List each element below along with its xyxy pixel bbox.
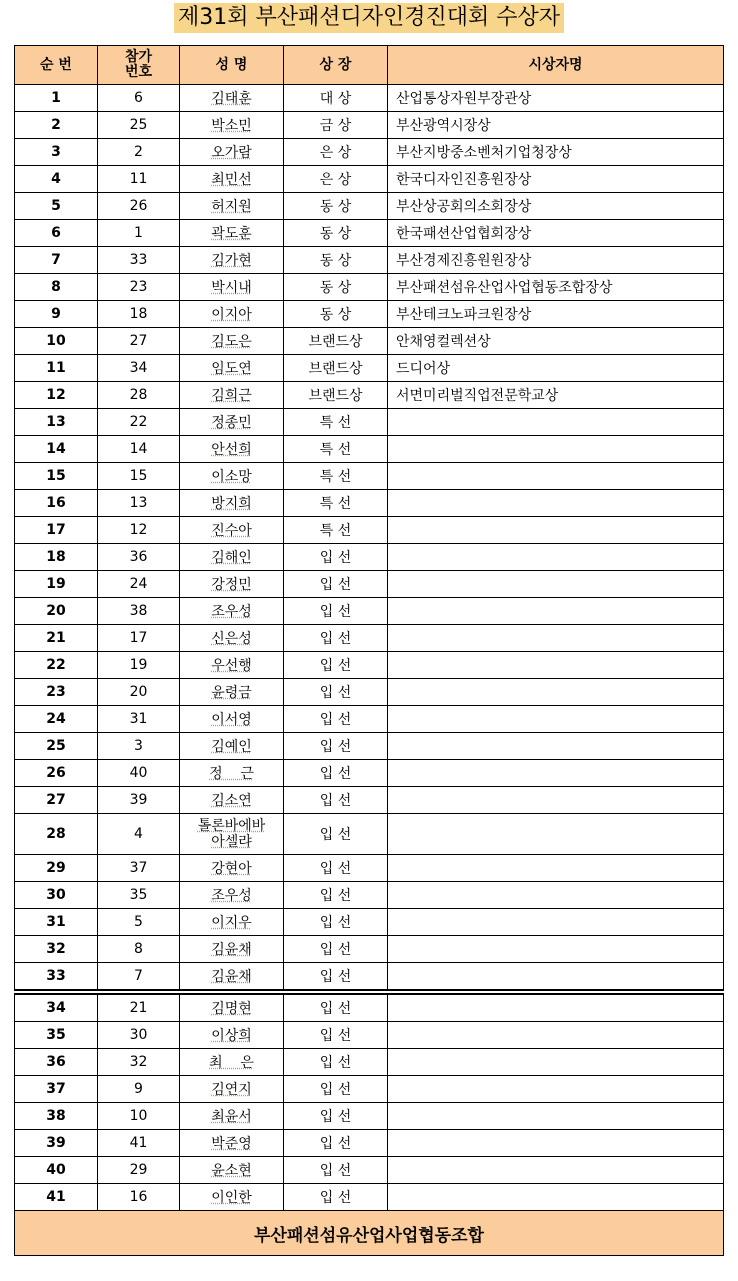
row-name: 김소연: [180, 787, 284, 814]
row-award: 입 선: [284, 1049, 388, 1076]
row-award: 입 선: [284, 598, 388, 625]
table-row: [15, 1076, 724, 1103]
row-no: 13: [15, 409, 98, 436]
table-row: [15, 571, 724, 598]
row-name: 임도연: [180, 355, 284, 382]
row-presenter: [388, 1184, 724, 1211]
row-presenter: [388, 571, 724, 598]
row-entry: 38: [98, 598, 180, 625]
table-row: [15, 544, 724, 571]
row-award: 입 선: [284, 787, 388, 814]
row-name: 박준영: [180, 1130, 284, 1157]
table-row: [15, 328, 724, 355]
table-row: [15, 733, 724, 760]
row-award: 브랜드상: [284, 382, 388, 409]
table-row: [15, 139, 724, 166]
row-award: 입 선: [284, 679, 388, 706]
table-row: [15, 409, 724, 436]
row-entry: 32: [98, 1049, 180, 1076]
row-entry: 14: [98, 436, 180, 463]
row-award: 동 상: [284, 274, 388, 301]
row-name: 김명현: [180, 994, 284, 1022]
row-name: 안선희: [180, 436, 284, 463]
row-presenter: [388, 855, 724, 882]
row-entry: 33: [98, 247, 180, 274]
row-no: 16: [15, 490, 98, 517]
row-entry: 22: [98, 409, 180, 436]
row-presenter: [388, 706, 724, 733]
table-row: [15, 760, 724, 787]
row-presenter: [388, 1049, 724, 1076]
row-award: 입 선: [284, 814, 388, 855]
row-name: 이인한: [180, 1184, 284, 1211]
row-name: 김예인: [180, 733, 284, 760]
row-presenter: [388, 936, 724, 963]
row-presenter: [388, 1157, 724, 1184]
row-no: 39: [15, 1130, 98, 1157]
row-no: 33: [15, 963, 98, 991]
row-no: 6: [15, 220, 98, 247]
row-no: 8: [15, 274, 98, 301]
header-entry-line2: 번호: [124, 64, 153, 80]
row-no: 9: [15, 301, 98, 328]
row-entry: 9: [98, 1076, 180, 1103]
footer-organization: 부산패션섬유산업사업협동조합: [15, 1211, 724, 1256]
row-entry: 5: [98, 909, 180, 936]
row-no: 17: [15, 517, 98, 544]
header-presenter: 시상자명: [388, 46, 724, 85]
row-entry: 26: [98, 193, 180, 220]
row-no: 5: [15, 193, 98, 220]
table-row: [15, 994, 724, 1022]
row-name: 우선행: [180, 652, 284, 679]
row-no: 24: [15, 706, 98, 733]
row-no: 35: [15, 1022, 98, 1049]
row-award: 입 선: [284, 733, 388, 760]
row-no: 10: [15, 328, 98, 355]
row-entry: 20: [98, 679, 180, 706]
row-name: 이서영: [180, 706, 284, 733]
row-entry: 40: [98, 760, 180, 787]
row-presenter: 부산광역시장상: [388, 112, 724, 139]
row-name: 방지희: [180, 490, 284, 517]
row-award: 입 선: [284, 963, 388, 991]
row-entry: 18: [98, 301, 180, 328]
row-name: 이지아: [180, 301, 284, 328]
row-entry: 37: [98, 855, 180, 882]
row-award: 입 선: [284, 1157, 388, 1184]
header-no: 순 번: [15, 46, 98, 85]
row-name: 김도은: [180, 328, 284, 355]
row-entry: 3: [98, 733, 180, 760]
row-presenter: [388, 909, 724, 936]
row-award: 대 상: [284, 85, 388, 112]
row-entry: 24: [98, 571, 180, 598]
row-presenter: [388, 409, 724, 436]
row-no: 32: [15, 936, 98, 963]
row-entry: 13: [98, 490, 180, 517]
row-entry: 21: [98, 994, 180, 1022]
row-award: 입 선: [284, 571, 388, 598]
table-row: [15, 1049, 724, 1076]
row-presenter: [388, 436, 724, 463]
table-row: [15, 963, 724, 991]
row-no: 19: [15, 571, 98, 598]
row-award: 동 상: [284, 301, 388, 328]
row-no: 36: [15, 1049, 98, 1076]
row-award: 입 선: [284, 652, 388, 679]
row-entry: 36: [98, 544, 180, 571]
row-name: 오가람: [180, 139, 284, 166]
table-row: [15, 679, 724, 706]
table-row: [15, 301, 724, 328]
header-award: 상 장: [284, 46, 388, 85]
table-row: [15, 166, 724, 193]
row-entry: 27: [98, 328, 180, 355]
row-entry: 34: [98, 355, 180, 382]
row-entry: 16: [98, 1184, 180, 1211]
table-row: [15, 882, 724, 909]
row-entry: 17: [98, 625, 180, 652]
row-entry: 2: [98, 139, 180, 166]
row-award: 입 선: [284, 544, 388, 571]
table-row: [15, 220, 724, 247]
row-presenter: [388, 733, 724, 760]
row-name: 김가현: [180, 247, 284, 274]
row-name-line2: 아셀랴: [211, 834, 252, 850]
row-no: 11: [15, 355, 98, 382]
row-entry: 31: [98, 706, 180, 733]
row-presenter: [388, 994, 724, 1022]
row-name: 김태훈: [180, 85, 284, 112]
row-presenter: [388, 882, 724, 909]
row-name-line1: 톨론바에바: [197, 818, 266, 834]
row-award: 은 상: [284, 166, 388, 193]
row-no: 25: [15, 733, 98, 760]
table-row: [15, 382, 724, 409]
row-no: 22: [15, 652, 98, 679]
row-award: 입 선: [284, 1184, 388, 1211]
row-presenter: [388, 1022, 724, 1049]
table-row: [15, 598, 724, 625]
row-award: 입 선: [284, 625, 388, 652]
row-name: 이지우: [180, 909, 284, 936]
table-row: [15, 274, 724, 301]
row-name: 진수아: [180, 517, 284, 544]
table-row: [15, 463, 724, 490]
row-entry: 15: [98, 463, 180, 490]
row-presenter: [388, 463, 724, 490]
row-no: 15: [15, 463, 98, 490]
row-name: 최 은: [180, 1049, 284, 1076]
row-no: 2: [15, 112, 98, 139]
row-name: 김윤채: [180, 963, 284, 991]
row-name: 윤소현: [180, 1157, 284, 1184]
row-presenter: [388, 963, 724, 991]
row-award: 동 상: [284, 220, 388, 247]
row-entry: 10: [98, 1103, 180, 1130]
row-name: 곽도훈: [180, 220, 284, 247]
row-name: 이상희: [180, 1022, 284, 1049]
row-entry: 30: [98, 1022, 180, 1049]
footer-row: [15, 1211, 724, 1256]
table-row: [15, 787, 724, 814]
row-award: 입 선: [284, 994, 388, 1022]
row-no: 23: [15, 679, 98, 706]
row-no: 7: [15, 247, 98, 274]
row-presenter: 부산테크노파크원장상: [388, 301, 724, 328]
row-name: 신은성: [180, 625, 284, 652]
title-wrap: [0, 3, 738, 33]
table-row: [15, 625, 724, 652]
row-award: 브랜드상: [284, 355, 388, 382]
row-presenter: [388, 814, 724, 855]
row-entry: 25: [98, 112, 180, 139]
header-name: 성 명: [180, 46, 284, 85]
row-name: [180, 814, 284, 855]
table-row: [15, 112, 724, 139]
table-row: [15, 517, 724, 544]
row-no: 27: [15, 787, 98, 814]
row-presenter: 부산패션섬유산업사업협동조합장상: [388, 274, 724, 301]
row-award: 입 선: [284, 936, 388, 963]
row-award: 입 선: [284, 1076, 388, 1103]
table-row: [15, 1130, 724, 1157]
row-no: 37: [15, 1076, 98, 1103]
row-name: 강정민: [180, 571, 284, 598]
row-name: 이소망: [180, 463, 284, 490]
row-name: 김희근: [180, 382, 284, 409]
table-row: [15, 1157, 724, 1184]
row-no: 20: [15, 598, 98, 625]
row-no: 30: [15, 882, 98, 909]
row-entry: 41: [98, 1130, 180, 1157]
row-name: 정 근: [180, 760, 284, 787]
row-presenter: 산업통상자원부장관상: [388, 85, 724, 112]
row-name: 최윤서: [180, 1103, 284, 1130]
row-name: 박소민: [180, 112, 284, 139]
row-award: 특 선: [284, 409, 388, 436]
row-no: 41: [15, 1184, 98, 1211]
row-no: 29: [15, 855, 98, 882]
table-row: [15, 936, 724, 963]
row-name: 김연지: [180, 1076, 284, 1103]
row-presenter: 드디어상: [388, 355, 724, 382]
row-entry: 11: [98, 166, 180, 193]
row-presenter: 안채영컬렉션상: [388, 328, 724, 355]
row-name: 박시내: [180, 274, 284, 301]
row-entry: 12: [98, 517, 180, 544]
row-no: 14: [15, 436, 98, 463]
row-no: 18: [15, 544, 98, 571]
row-presenter: [388, 652, 724, 679]
row-presenter: 부산상공회의소회장상: [388, 193, 724, 220]
row-no: 28: [15, 814, 98, 855]
row-award: 입 선: [284, 760, 388, 787]
row-name: 강현아: [180, 855, 284, 882]
row-no: 34: [15, 994, 98, 1022]
row-award: 입 선: [284, 855, 388, 882]
row-award: 입 선: [284, 882, 388, 909]
row-name: 윤령금: [180, 679, 284, 706]
row-award: 입 선: [284, 1103, 388, 1130]
page-title: 제31회 부산패션디자인경진대회 수상자: [174, 3, 564, 33]
row-presenter: [388, 517, 724, 544]
header-entry: [98, 46, 180, 85]
header-entry-line1: 참가: [124, 49, 153, 65]
row-no: 26: [15, 760, 98, 787]
row-entry: 23: [98, 274, 180, 301]
row-name: 조우성: [180, 598, 284, 625]
table-row: [15, 436, 724, 463]
row-presenter: 서면미리벌직업전문학교상: [388, 382, 724, 409]
row-presenter: 부산경제진흥원원장상: [388, 247, 724, 274]
row-award: 금 상: [284, 112, 388, 139]
table-row: [15, 855, 724, 882]
table-row: [15, 490, 724, 517]
row-presenter: [388, 1130, 724, 1157]
row-award: 브랜드상: [284, 328, 388, 355]
table-row: [15, 247, 724, 274]
row-no: 1: [15, 85, 98, 112]
row-presenter: [388, 787, 724, 814]
row-entry: 7: [98, 963, 180, 991]
row-name: 김해인: [180, 544, 284, 571]
table-row: [15, 85, 724, 112]
table-row: [15, 1022, 724, 1049]
row-name: 허지원: [180, 193, 284, 220]
row-presenter: [388, 598, 724, 625]
row-award: 입 선: [284, 706, 388, 733]
winners-table: [14, 45, 724, 1256]
row-award: 특 선: [284, 463, 388, 490]
table-row: [15, 909, 724, 936]
row-entry: 28: [98, 382, 180, 409]
row-no: 3: [15, 139, 98, 166]
row-award: 은 상: [284, 139, 388, 166]
row-name: 김윤채: [180, 936, 284, 963]
row-name: 최민선: [180, 166, 284, 193]
row-no: 31: [15, 909, 98, 936]
table-row: [15, 814, 724, 855]
row-name: 조우성: [180, 882, 284, 909]
row-award: 입 선: [284, 1022, 388, 1049]
row-no: 12: [15, 382, 98, 409]
row-award: 특 선: [284, 517, 388, 544]
table-row: [15, 1103, 724, 1130]
row-no: 21: [15, 625, 98, 652]
row-presenter: [388, 679, 724, 706]
table-row: [15, 193, 724, 220]
row-presenter: [388, 1076, 724, 1103]
table-body: [15, 85, 724, 1211]
row-presenter: 부산지방중소벤처기업청장상: [388, 139, 724, 166]
row-no: 38: [15, 1103, 98, 1130]
row-presenter: 한국패션산업협회장상: [388, 220, 724, 247]
row-no: 40: [15, 1157, 98, 1184]
row-presenter: [388, 625, 724, 652]
table-row: [15, 652, 724, 679]
row-entry: 19: [98, 652, 180, 679]
row-entry: 1: [98, 220, 180, 247]
row-entry: 35: [98, 882, 180, 909]
table-row: [15, 1184, 724, 1211]
row-presenter: [388, 1103, 724, 1130]
row-award: 특 선: [284, 436, 388, 463]
header-row: [15, 46, 724, 85]
row-award: 동 상: [284, 247, 388, 274]
row-presenter: 한국디자인진흥원장상: [388, 166, 724, 193]
row-no: 4: [15, 166, 98, 193]
row-award: 동 상: [284, 193, 388, 220]
table-row: [15, 355, 724, 382]
row-presenter: [388, 490, 724, 517]
row-presenter: [388, 544, 724, 571]
row-presenter: [388, 760, 724, 787]
row-award: 입 선: [284, 1130, 388, 1157]
row-award: 특 선: [284, 490, 388, 517]
table-row: [15, 706, 724, 733]
row-entry: 8: [98, 936, 180, 963]
row-name: 정종민: [180, 409, 284, 436]
row-entry: 39: [98, 787, 180, 814]
row-award: 입 선: [284, 909, 388, 936]
row-entry: 6: [98, 85, 180, 112]
row-entry: 4: [98, 814, 180, 855]
row-entry: 29: [98, 1157, 180, 1184]
